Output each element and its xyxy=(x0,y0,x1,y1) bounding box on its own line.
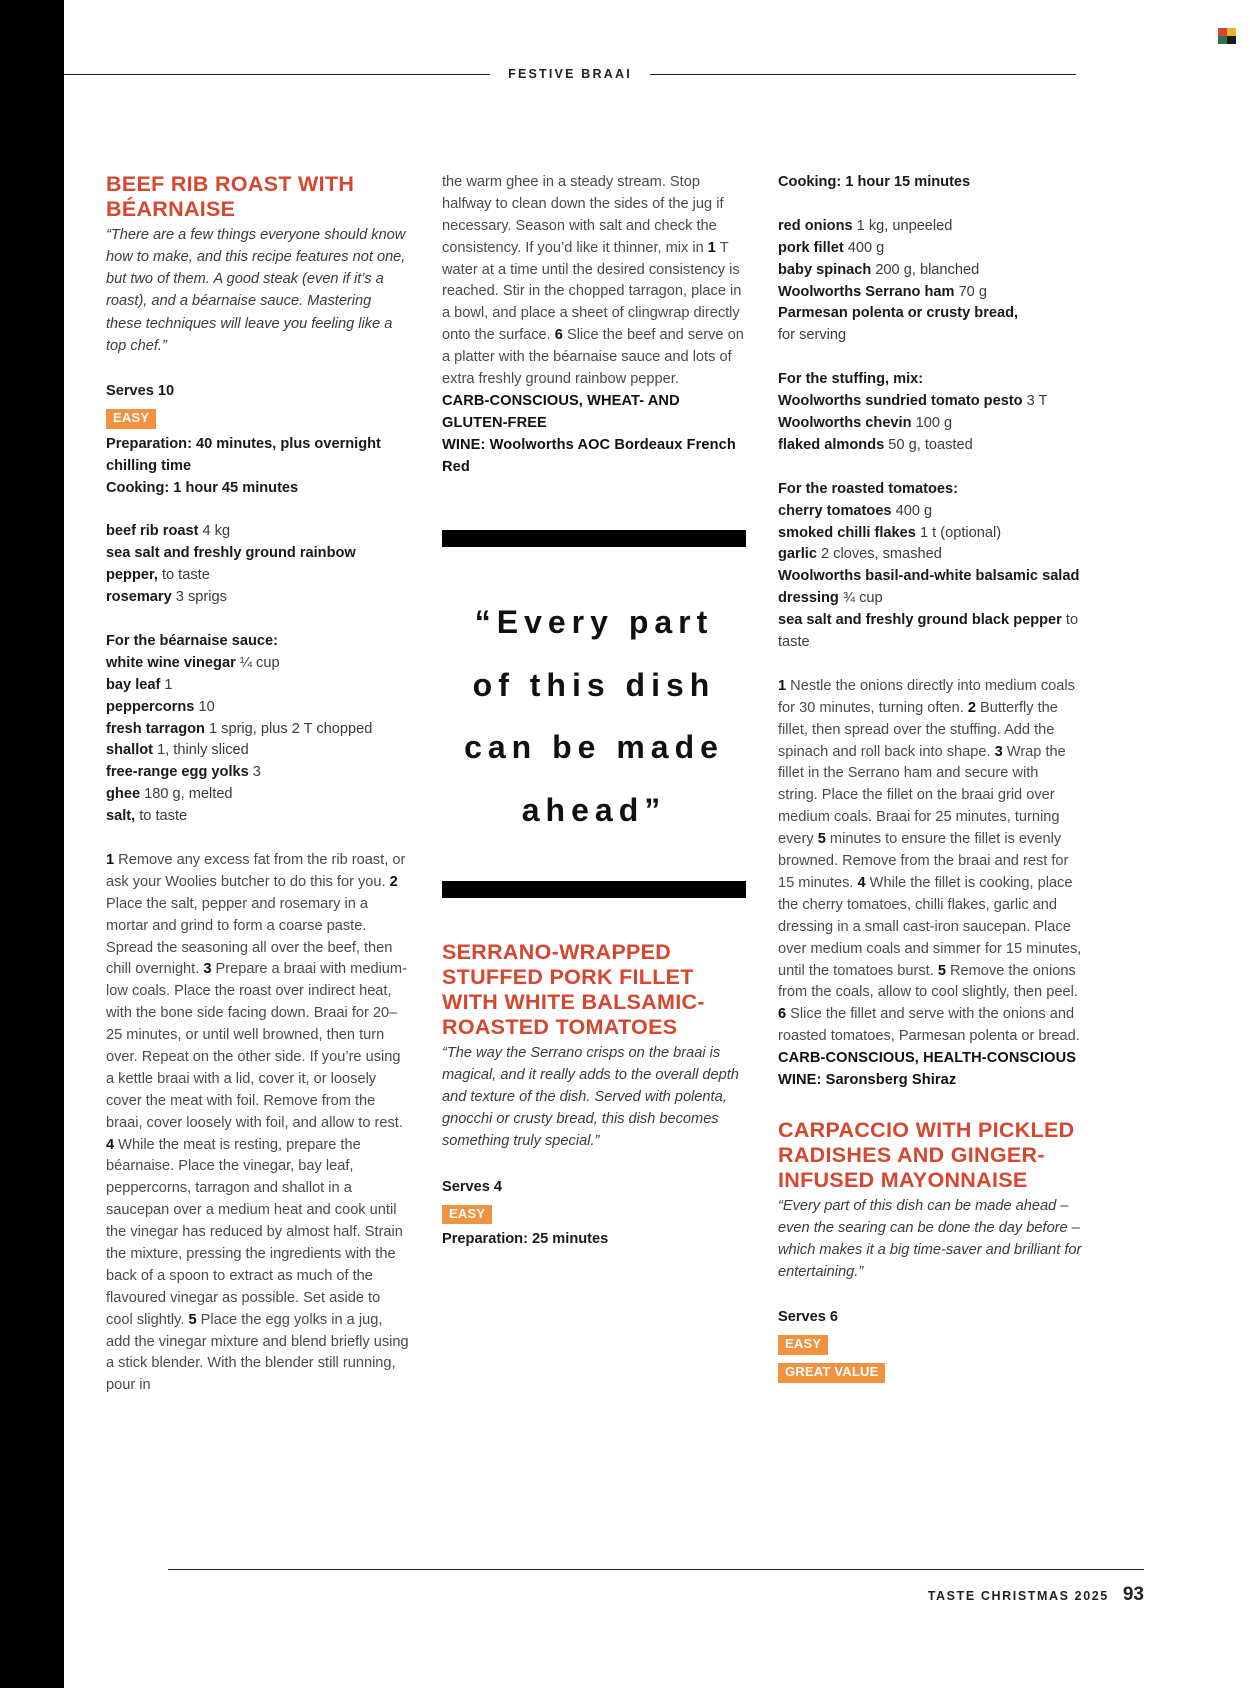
ingredient-name: garlic xyxy=(778,546,817,563)
preparation-serrano: Preparation: 25 minutes xyxy=(442,1231,609,1248)
ingredient-qty: 1, thinly sliced xyxy=(153,742,249,759)
recipe-meta-carpaccio xyxy=(778,1307,1082,1385)
ingredient-item xyxy=(106,653,410,675)
left-edge-bar xyxy=(0,0,64,1688)
ingredient-name: beef rib roast xyxy=(106,523,199,540)
recipe-title-serrano: SERRANO-WRAPPED STUFFED PORK FILLET WITH WHITE BALSAMIC-ROASTED TOMATOES xyxy=(442,940,705,1039)
ingredient-subgroup-stuffing xyxy=(778,369,1082,457)
ingredient-qty: 1 sprig, plus 2 T chopped xyxy=(204,720,373,737)
ingredient-name: Parmesan polenta or crusty bread, xyxy=(778,305,1019,322)
recipe-standfirst-beef: “There are a few things everyone should know how to make, and this recipe features not one, but two of them. A good steak (even if it’s a roast), and a béarnaise sauce. Mastering these techniques will leave you feeling like a top chef.” xyxy=(106,226,406,354)
wine-pairing-beef: WINE: Woolworths AOC Bordeaux French Red xyxy=(442,436,736,475)
ingredient-item xyxy=(106,740,410,762)
ingredient-item xyxy=(778,413,1082,435)
method-beef-part2: the warm ghee in a steady stream. Stop halfway to clean down the sides of the jug if necessary. Season with salt and check the consistency. If you’d like it thinner, mix in 1 T water at a time until the desired consistency is reached. Stir in the chopped tarragon, place in a bowl, and place a sheet of clingwrap directly onto the surface. 6 Slice the beef and serve on a platter with the béarnaise sauce and lots of extra freshly ground rainbow pepper. xyxy=(442,174,744,388)
ingredient-qty: to taste xyxy=(157,567,210,584)
ingredient-qty: to taste xyxy=(135,808,188,825)
badge-great-value: GREAT VALUE xyxy=(778,1363,885,1383)
method-beef-part1: 1 Remove any excess fat from the rib roast, or ask your Woolies butcher to do this for you. 2 Place the salt, pepper and rosemary in a mortar and grind to form a coarse paste. Spread the seasoning all over the beef, then chill overnight. 3 Prepare a braai with medium-low coals. Place the roast over indirect heat, with the bone side facing down. Braai for 20–25 minutes, or until well browned, then turn over. Repeat on the other side. If you’re using a kettle braai with a lid, cover it, or loosely cover the meat with foil. Remove from the braai, cover loosely with foil, and allow to rest. 4 While the meat is resting, prepare the béarnaise. Place the vinegar, bay leaf, peppercorns, tarragon and shallot in a saucepan over a medium heat and cook until the vinegar has reduced by almost half. Strain the mixture, pressing the ingredients with the back of a spoon to extract as much of the flavoured vinegar as possible. Set aside to cool slightly. 5 Place the egg yolks in a jug, add the vinegar mixture and blend briefly using a stick blender. With the blender still running, pour in xyxy=(106,851,409,1394)
serves-serrano: Serves 4 xyxy=(442,1178,503,1195)
ingredient-name: smoked chilli flakes xyxy=(778,524,916,541)
footer-rule xyxy=(168,1569,1144,1570)
ingredient-qty: 400 g xyxy=(891,502,933,519)
ingredient-name: rosemary xyxy=(106,589,172,606)
ingredient-item xyxy=(106,762,410,784)
ingredient-list-beef xyxy=(106,521,410,609)
ingredient-qty: 3 T xyxy=(1022,393,1048,410)
badge-easy: EASY xyxy=(106,409,156,429)
ingredient-qty: 70 g xyxy=(954,283,987,300)
ingredient-qty: 4 kg xyxy=(198,523,231,540)
corner-color-mark xyxy=(1218,28,1236,44)
corner-swatch-4 xyxy=(1227,36,1236,44)
ingredient-name: salt, xyxy=(106,808,136,825)
corner-swatch-2 xyxy=(1227,28,1236,36)
wine-pairing-serrano: WINE: Saronsberg Shiraz xyxy=(778,1071,957,1088)
ingredient-item xyxy=(778,391,1082,413)
ingredient-item xyxy=(778,282,1082,304)
ingredient-item xyxy=(778,216,1082,238)
dietary-tags-serrano: CARB-CONSCIOUS, HEALTH-CONSCIOUS xyxy=(778,1050,1077,1067)
ingredient-name: Woolworths basil-and-white balsamic salad dressing xyxy=(778,568,1080,607)
ingredient-name: Woolworths sundried tomato pesto xyxy=(778,393,1023,410)
ingredient-list-serrano xyxy=(778,216,1082,347)
ingredient-item xyxy=(106,675,410,697)
ingredient-item xyxy=(778,238,1082,260)
ingredient-qty: 400 g xyxy=(843,239,885,256)
ingredient-name: flaked almonds xyxy=(778,436,885,453)
ingredient-qty: 2 cloves, smashed xyxy=(816,546,942,563)
page-header xyxy=(64,60,1076,88)
ingredient-name: pork fillet xyxy=(778,239,844,256)
ingredient-name: cherry tomatoes xyxy=(778,502,892,519)
badges-beef xyxy=(106,406,410,431)
badge-easy: EASY xyxy=(778,1335,828,1355)
ingredient-name: red onions xyxy=(778,217,853,234)
ingredient-name: peppercorns xyxy=(106,698,195,715)
ingredient-item xyxy=(778,610,1082,654)
ingredient-item xyxy=(778,325,1082,347)
ingredient-qty: 180 g, melted xyxy=(140,786,233,803)
badge-easy: EASY xyxy=(442,1205,492,1225)
ingredient-name: ghee xyxy=(106,786,141,803)
ingredient-item xyxy=(778,566,1082,610)
recipe-meta-beef xyxy=(106,381,410,500)
ingredient-qty: 1 t (optional) xyxy=(915,524,1002,541)
ingredient-qty: 50 g, toasted xyxy=(884,436,973,453)
column-3 xyxy=(778,172,1082,1397)
ingredient-qty: 3 sprigs xyxy=(171,589,227,606)
ingredient-name: fresh tarragon xyxy=(106,720,205,737)
ingredient-name: bay leaf xyxy=(106,676,161,693)
subgroup-heading: For the béarnaise sauce: xyxy=(106,632,278,649)
corner-swatch-3 xyxy=(1218,36,1227,44)
header-rule-left xyxy=(64,74,490,75)
ingredient-subgroup-tomatoes xyxy=(778,479,1082,654)
ingredient-name: baby spinach xyxy=(778,261,872,278)
pullquote-rule-top xyxy=(442,530,746,547)
column-1 xyxy=(106,172,410,1397)
ingredient-name: Woolworths chevin xyxy=(778,415,912,432)
ingredient-qty: for serving xyxy=(778,327,847,344)
subgroup-heading: For the stuffing, mix: xyxy=(778,371,924,388)
ingredient-item xyxy=(778,544,1082,566)
ingredient-item xyxy=(106,543,410,587)
ingredient-qty: to taste xyxy=(778,612,1079,651)
ingredient-qty: 100 g xyxy=(911,415,953,432)
ingredient-qty: 10 xyxy=(194,698,215,715)
page-number: 93 xyxy=(1122,1584,1144,1605)
cooking-serrano: Cooking: 1 hour 15 minutes xyxy=(778,174,971,190)
ingredient-item xyxy=(106,784,410,806)
footer-label: TASTE CHRISTMAS 2025 xyxy=(927,1589,1109,1603)
preparation-beef: Preparation: 40 minutes, plus overnight chilling time xyxy=(106,435,381,474)
ingredient-item xyxy=(106,697,410,719)
ingredient-item xyxy=(778,303,1082,325)
badges-carpaccio xyxy=(778,1332,1082,1357)
cooking-beef: Cooking: 1 hour 45 minutes xyxy=(106,479,299,496)
ingredient-qty: 3 xyxy=(248,764,261,781)
ingredient-qty: 200 g, blanched xyxy=(871,261,980,278)
ingredient-name: shallot xyxy=(106,742,154,759)
recipe-standfirst-carpaccio: “Every part of this dish can be made ahead – even the searing can be done the day before – which makes it a big time-saver and brilliant for entertaining.” xyxy=(778,1197,1082,1281)
recipe-title-beef: BEEF RIB ROAST WITH BÉARNAISE xyxy=(106,172,355,221)
method-serrano: 1 Nestle the onions directly into medium coals for 30 minutes, turning often. 2 Butterfly the fillet, then spread over the stuffing. Add the spinach and roll back into shape. 3 Wrap the fillet in the Serrano ham and secure with string. Place the fillet on the braai grid over medium coals. Braai for 25 minutes, turning every 5 minutes to ensure the fillet is evenly browned. Remove from the braai and rest for 15 minutes. 4 While the fillet is cooking, place the cherry tomatoes, chilli flakes, garlic and dressing in a small cast-iron saucepan. Place over medium coals and simmer for 15 minutes, until the tomatoes burst. 5 Remove the onions from the coals, allow to cool slightly, then peel. 6 Slice the fillet and serve with the onions and roasted tomatoes, Parmesan polenta or bread. xyxy=(778,677,1082,1045)
ingredient-qty: ¼ cup xyxy=(235,654,280,671)
page-footer xyxy=(928,1584,1144,1606)
ingredient-item xyxy=(778,523,1082,545)
ingredient-item xyxy=(778,435,1082,457)
ingredient-subgroup-bearnaise xyxy=(106,631,410,828)
three-column-layout xyxy=(106,172,1082,1397)
ingredient-qty: ¾ cup xyxy=(838,590,883,607)
ingredient-item xyxy=(778,501,1082,523)
subgroup-heading: For the roasted tomatoes: xyxy=(778,480,959,497)
ingredient-item xyxy=(106,806,410,828)
ingredient-item xyxy=(106,719,410,741)
ingredient-name: white wine vinegar xyxy=(106,654,236,671)
ingredient-item xyxy=(106,587,410,609)
badges-carpaccio-value xyxy=(778,1360,1082,1385)
badges-serrano xyxy=(442,1202,746,1227)
ingredient-qty: 1 kg, unpeeled xyxy=(852,217,953,234)
header-rule-right xyxy=(650,74,1076,75)
pullquote-text: “Every part of this dish can be made ahead” xyxy=(464,604,724,828)
column-2 xyxy=(442,172,746,1397)
recipe-standfirst-serrano: “The way the Serrano crisps on the braai is magical, and it really adds to the overall depth and texture of the dish. Served with polenta, gnocchi or crusty bread, this dish becomes something truly special.” xyxy=(442,1044,739,1150)
ingredient-qty: 1 xyxy=(160,676,173,693)
recipe-meta-serrano xyxy=(442,1177,746,1252)
ingredient-name: sea salt and freshly ground rainbow pepper, xyxy=(106,545,356,584)
ingredient-name: free-range egg yolks xyxy=(106,764,249,781)
ingredient-item xyxy=(106,521,410,543)
ingredient-item xyxy=(778,260,1082,282)
serves-carpaccio: Serves 6 xyxy=(778,1309,839,1326)
ingredient-name: sea salt and freshly ground black pepper xyxy=(778,612,1062,629)
cooking-serrano-wrap xyxy=(778,172,1082,194)
serves-beef: Serves 10 xyxy=(106,382,175,399)
pullquote-rule-bottom xyxy=(442,881,746,898)
ingredient-name: Woolworths Serrano ham xyxy=(778,283,955,300)
recipe-title-carpaccio: CARPACCIO WITH PICKLED RADISHES AND GINGER-INFUSED MAYONNAISE xyxy=(778,1117,1075,1192)
corner-swatch-1 xyxy=(1218,28,1227,36)
dietary-tags-beef: CARB-CONSCIOUS, WHEAT- AND GLUTEN-FREE xyxy=(442,392,680,431)
section-kicker: FESTIVE BRAAI xyxy=(508,67,632,81)
